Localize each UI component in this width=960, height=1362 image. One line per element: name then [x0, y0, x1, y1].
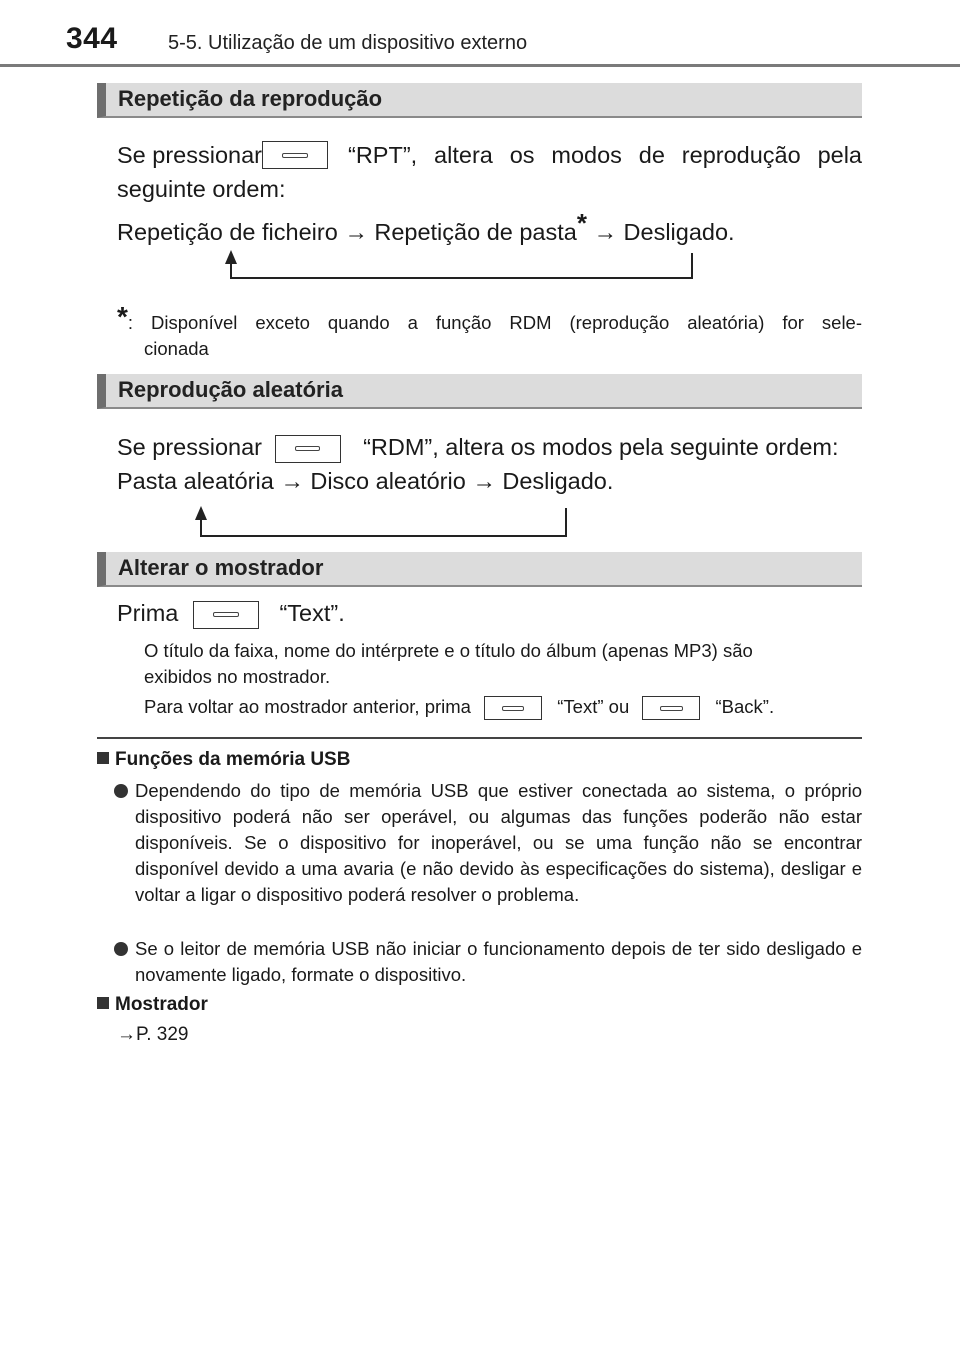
text-button-icon [193, 601, 259, 629]
seq-off: Desligado. [623, 219, 735, 245]
arrow-icon: → [472, 468, 496, 494]
rpt-button-icon [262, 141, 328, 169]
bullet-dot-icon [114, 942, 128, 961]
random-text-b: “RDM”, altera os modos pela seguinte ordem: [363, 434, 839, 460]
repeat-instruction [117, 138, 862, 206]
footnote-text-cont: cionada [144, 338, 209, 359]
display-text-a: Prima [117, 600, 179, 626]
arrow-icon: → [280, 468, 304, 494]
rdm-button-icon [275, 435, 341, 463]
text-button-icon [484, 696, 542, 720]
seq-file-repeat: Repetição de ficheiro [117, 219, 338, 245]
display-note-2 [144, 694, 774, 720]
footnote-asterisk: * [117, 301, 128, 332]
bullet-dot-icon [114, 784, 128, 803]
display-heading [97, 994, 208, 1016]
page-reference-link[interactable]: →P. 329 [117, 1024, 189, 1045]
repeat-text-line2: seguinte ordem: [117, 176, 286, 202]
usb-heading [97, 749, 350, 771]
note-text: “Text” ou [557, 696, 630, 717]
square-bullet-icon [97, 752, 109, 764]
repeat-text-a: Se pressionar [117, 142, 262, 168]
heading-text: Mostrador [115, 994, 208, 1015]
page-number: 344 [66, 22, 118, 55]
section-heading-display [97, 552, 862, 587]
usb-bullet-2: Se o leitor de memória USB não iniciar o funcionamento depois de ter sido desligado e novamente ligado, formate o dispositivo. [135, 938, 862, 985]
seq-off: Desligado. [502, 468, 614, 494]
footnote [117, 301, 862, 362]
note-line: O título da faixa, nome do intérprete e o título do álbum (apenas MP3) são [144, 640, 753, 661]
section-title: Alterar o mostrador [118, 555, 324, 580]
note-text: “Back”. [715, 696, 775, 717]
repeat-sequence [117, 206, 735, 249]
note-text: Para voltar ao mostrador anterior, prima [144, 696, 471, 717]
seq-folder-repeat: Repetição de pasta [374, 219, 577, 245]
divider [97, 737, 862, 739]
section-title: Reprodução aleatória [118, 377, 343, 402]
usb-bullet-1: Dependendo do tipo de memória USB que estiver conectada ao sistema, o próprio dispositivo poderá não ser operável, ou algumas das funções poderão não estar disponíveis. Se o dispositivo for inoperável, ou se uma função não se encontrar disponível devido a uma avaria (e não devido às especificações do sistema), desligar e voltar a ligar o dispositivo poderá resolver o problema. [135, 780, 862, 905]
display-note-1 [144, 638, 862, 690]
arrow-icon: → [593, 219, 618, 245]
display-text-b: “Text”. [279, 600, 345, 626]
repeat-text-b: “RPT”, altera os modos de reprodução pela [348, 142, 862, 168]
random-text-a: Se pressionar [117, 434, 262, 460]
display-instruction [117, 596, 345, 630]
seq-folder-random: Pasta aleatória [117, 468, 274, 494]
chapter-title: 5-5. Utilização de um dispositivo externo [168, 32, 528, 54]
back-button-icon [642, 696, 700, 720]
heading-text: Funções da memória USB [115, 749, 351, 770]
section-title: Repetição da reprodução [118, 86, 383, 111]
footnote-text: : Disponível exceto quando a função RDM (reprodução aleatória) for sele- [127, 312, 862, 333]
seq-disc-random: Disco aleatório [310, 468, 466, 494]
section-heading-random [97, 374, 862, 409]
random-instruction [117, 430, 839, 464]
arrow-up-icon [195, 506, 207, 520]
arrow-icon: → [344, 219, 368, 245]
square-bullet-icon [97, 997, 109, 1009]
asterisk-mark: * [576, 208, 587, 238]
note-line: exibidos no mostrador. [144, 666, 331, 687]
random-sequence [117, 464, 613, 498]
arrow-up-icon [225, 250, 237, 264]
header-rule [0, 64, 960, 67]
section-heading-repeat [97, 83, 862, 118]
